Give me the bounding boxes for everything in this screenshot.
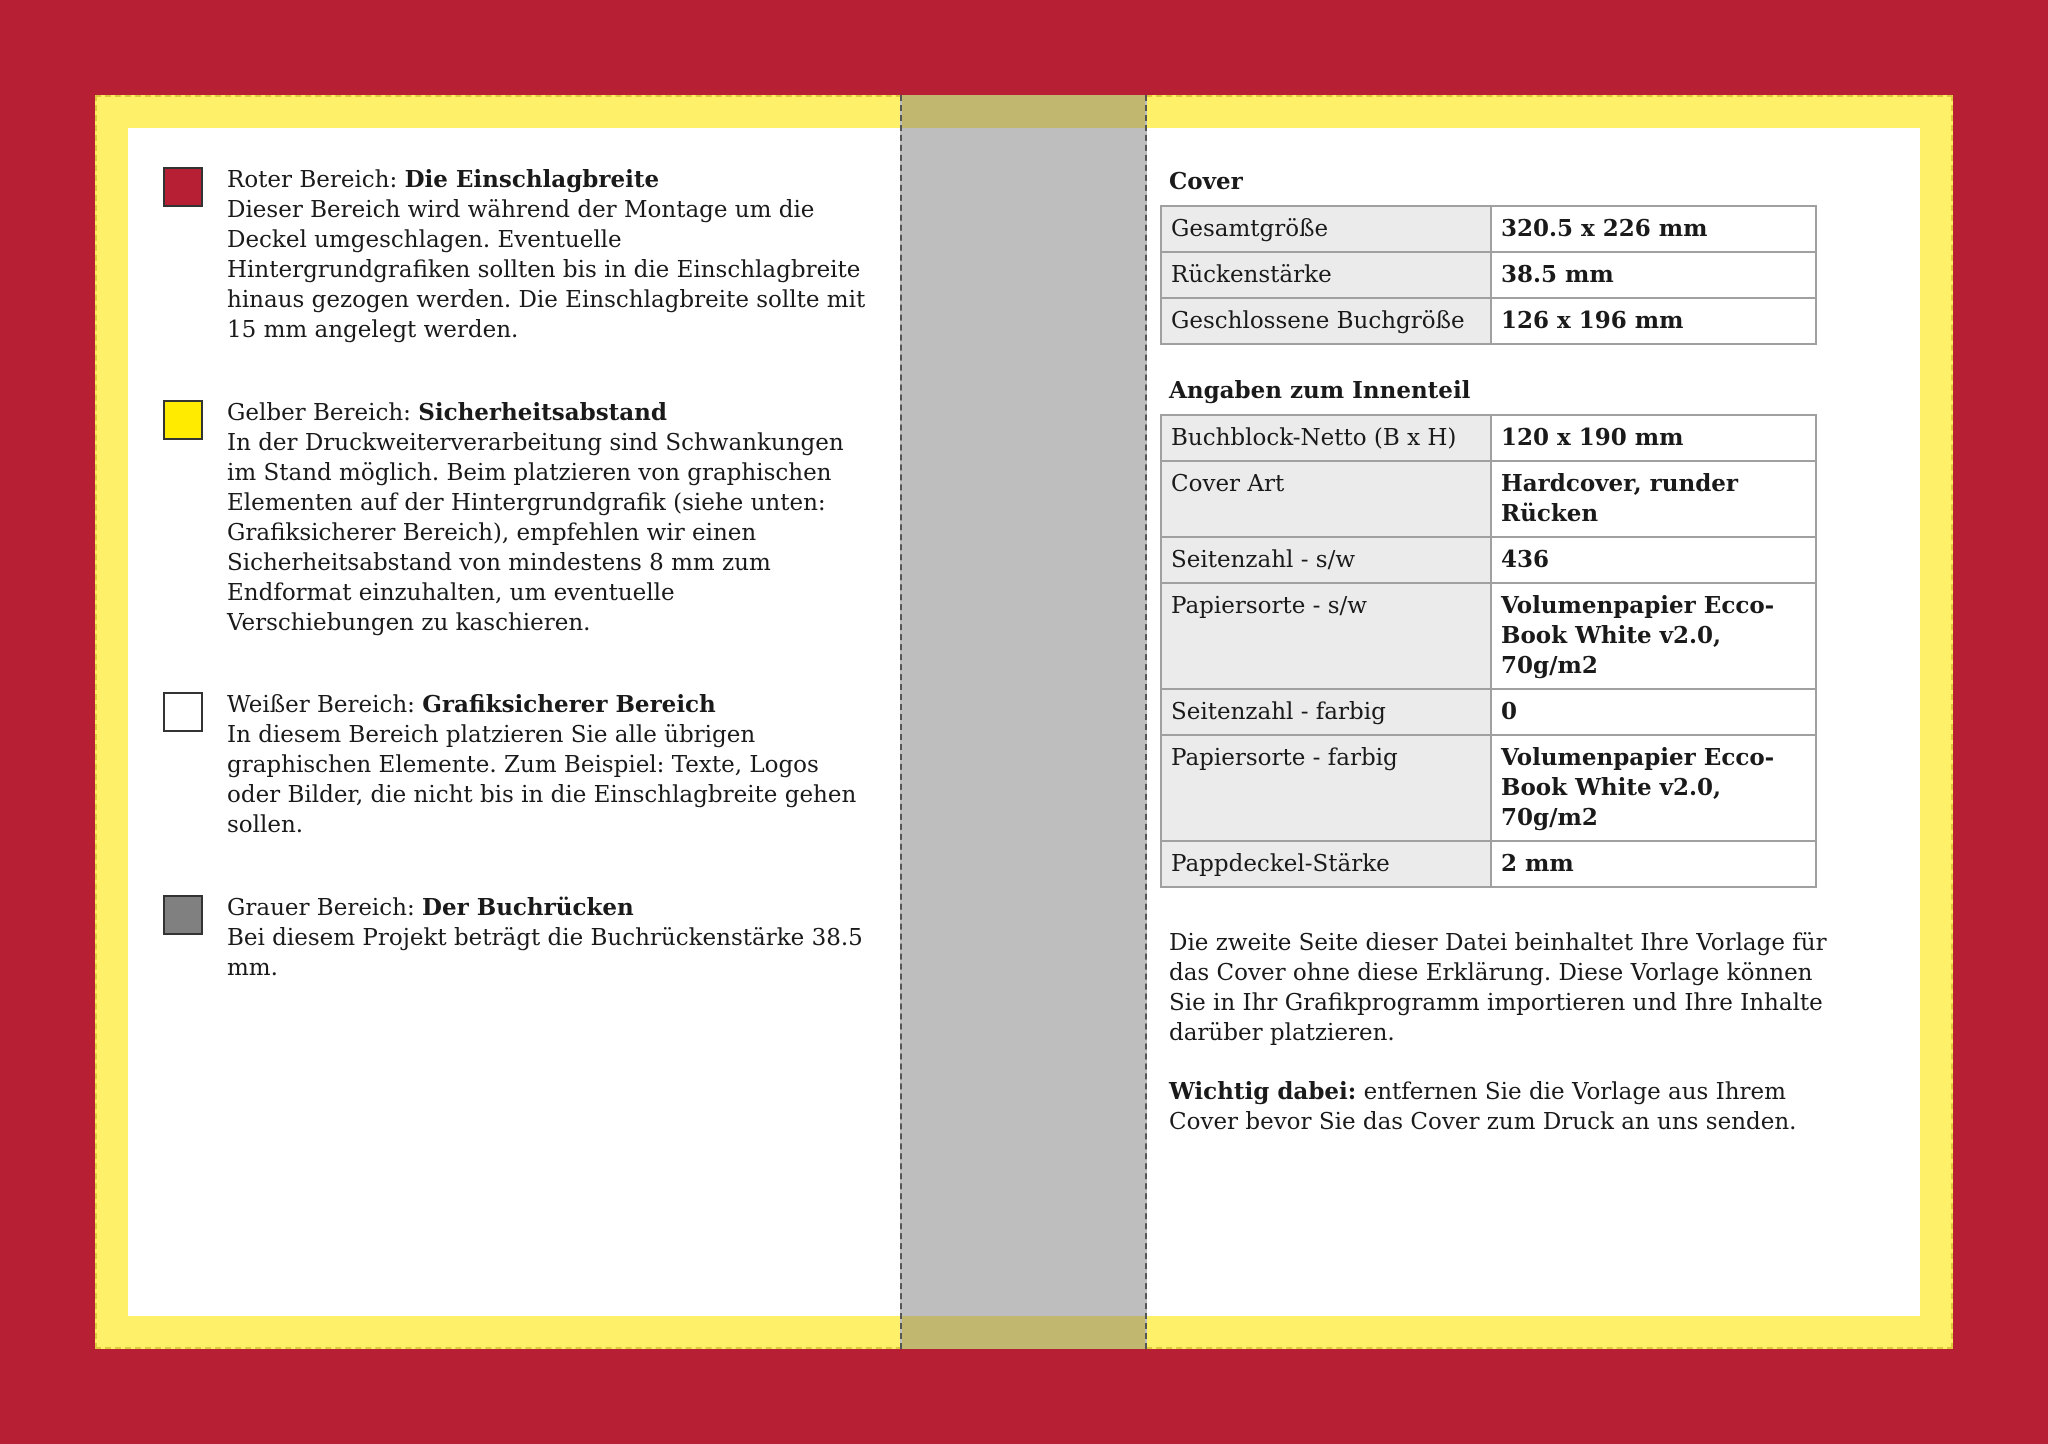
table-row <box>1161 415 1816 461</box>
book-spine <box>900 95 1147 1349</box>
spec-value: 320.5 x 226 mm <box>1491 206 1816 252</box>
legend-red-title: Die Einschlagbreite <box>404 166 660 193</box>
inner-spec-table <box>1160 414 1817 888</box>
spec-key: Gesamtgröße <box>1161 206 1491 252</box>
legend-gray-description: Bei diesem Projekt beträgt die Buchrückenstärke 38.5 mm. <box>227 925 863 981</box>
inner-section-title: Angaben zum Innenteil <box>1169 377 1471 404</box>
spec-value: 0 <box>1491 689 1816 735</box>
legend-gray-title: Der Buchrücken <box>422 894 634 921</box>
red-swatch <box>163 167 203 207</box>
table-row <box>1161 735 1816 841</box>
legend-yellow-prefix: Gelber Bereich: <box>227 400 419 426</box>
spec-key: Seitenzahl - s/w <box>1161 537 1491 583</box>
cover-section-title: Cover <box>1169 168 1243 195</box>
legend-yellow-text <box>227 398 867 638</box>
spec-value: 38.5 mm <box>1491 252 1816 298</box>
spec-key: Rückenstärke <box>1161 252 1491 298</box>
spec-key: Cover Art <box>1161 461 1491 537</box>
white-swatch <box>163 692 203 732</box>
table-row <box>1161 461 1816 537</box>
legend-red-text <box>227 165 867 345</box>
table-row <box>1161 298 1816 344</box>
spec-value: Volumenpapier Ecco-Book White v2.0, 70g/m2 <box>1491 583 1816 689</box>
legend-gray-prefix: Grauer Bereich: <box>227 895 423 921</box>
template-note: Die zweite Seite dieser Datei beinhaltet Ihre Vorlage für das Cover ohne diese Erklärung. Diese Vorlage können Sie in Ihr Grafikprogramm importieren und Ihre Inhalte darüber platzieren. <box>1169 930 1827 1046</box>
legend-yellow-description: In der Druckweiterverarbeitung sind Schwankungen im Stand möglich. Beim platzieren von graphischen Elementen auf der Hintergrundgrafik (siehe unten: Grafiksicherer Bereich), empfehlen wir einen Sicherheitsabstand von mindestens 8 mm zum Endformat einzuhalten, um eventuelle Verschiebungen zu kaschieren. <box>227 430 844 636</box>
spec-value: Volumenpapier Ecco-Book White v2.0, 70g/m2 <box>1491 735 1816 841</box>
spec-value: 2 mm <box>1491 841 1816 887</box>
spec-value: 436 <box>1491 537 1816 583</box>
legend-white-title: Grafiksicherer Bereich <box>422 691 716 718</box>
legend-yellow-title: Sicherheitsabstand <box>418 399 667 426</box>
important-note <box>1169 1077 1829 1137</box>
spec-value: 126 x 196 mm <box>1491 298 1816 344</box>
spec-key: Seitenzahl - farbig <box>1161 689 1491 735</box>
gray-swatch <box>163 895 203 935</box>
spec-key: Papiersorte - farbig <box>1161 735 1491 841</box>
legend-red-prefix: Roter Bereich: <box>227 167 405 193</box>
spine-safety-top <box>902 95 1145 128</box>
spec-value: 120 x 190 mm <box>1491 415 1816 461</box>
important-label: Wichtig dabei: <box>1169 1078 1357 1105</box>
legend-red-description: Dieser Bereich wird während der Montage um die Deckel umgeschlagen. Eventuelle Hintergrundgrafiken sollten bis in die Einschlagbreite hinaus gezogen werden. Die Einschlagbreite sollte mit 15 mm angelegt werden. <box>227 197 866 343</box>
table-row <box>1161 841 1816 887</box>
spec-key: Buchblock-Netto (B x H) <box>1161 415 1491 461</box>
legend-white-prefix: Weißer Bereich: <box>227 692 423 718</box>
spec-value: Hardcover, runder Rücken <box>1491 461 1816 537</box>
table-row <box>1161 252 1816 298</box>
legend-white-description: In diesem Bereich platzieren Sie alle übrigen graphischen Elemente. Zum Beispiel: Texte, Logos oder Bilder, die nicht bis in die Einschlagbreite gehen sollen. <box>227 722 857 838</box>
table-row <box>1161 583 1816 689</box>
table-row <box>1161 206 1816 252</box>
spec-key: Pappdeckel-Stärke <box>1161 841 1491 887</box>
spec-key: Geschlossene Buchgröße <box>1161 298 1491 344</box>
spec-key: Papiersorte - s/w <box>1161 583 1491 689</box>
legend-gray-text <box>227 893 867 983</box>
cover-spec-table <box>1160 205 1817 345</box>
important-text: entfernen Sie die Vorlage aus Ihrem Cover bevor Sie das Cover zum Druck an uns senden. <box>1169 1079 1797 1135</box>
spine-safety-bottom <box>902 1316 1145 1349</box>
table-row <box>1161 537 1816 583</box>
table-row <box>1161 689 1816 735</box>
yellow-swatch <box>163 400 203 440</box>
legend-white-text <box>227 690 867 840</box>
